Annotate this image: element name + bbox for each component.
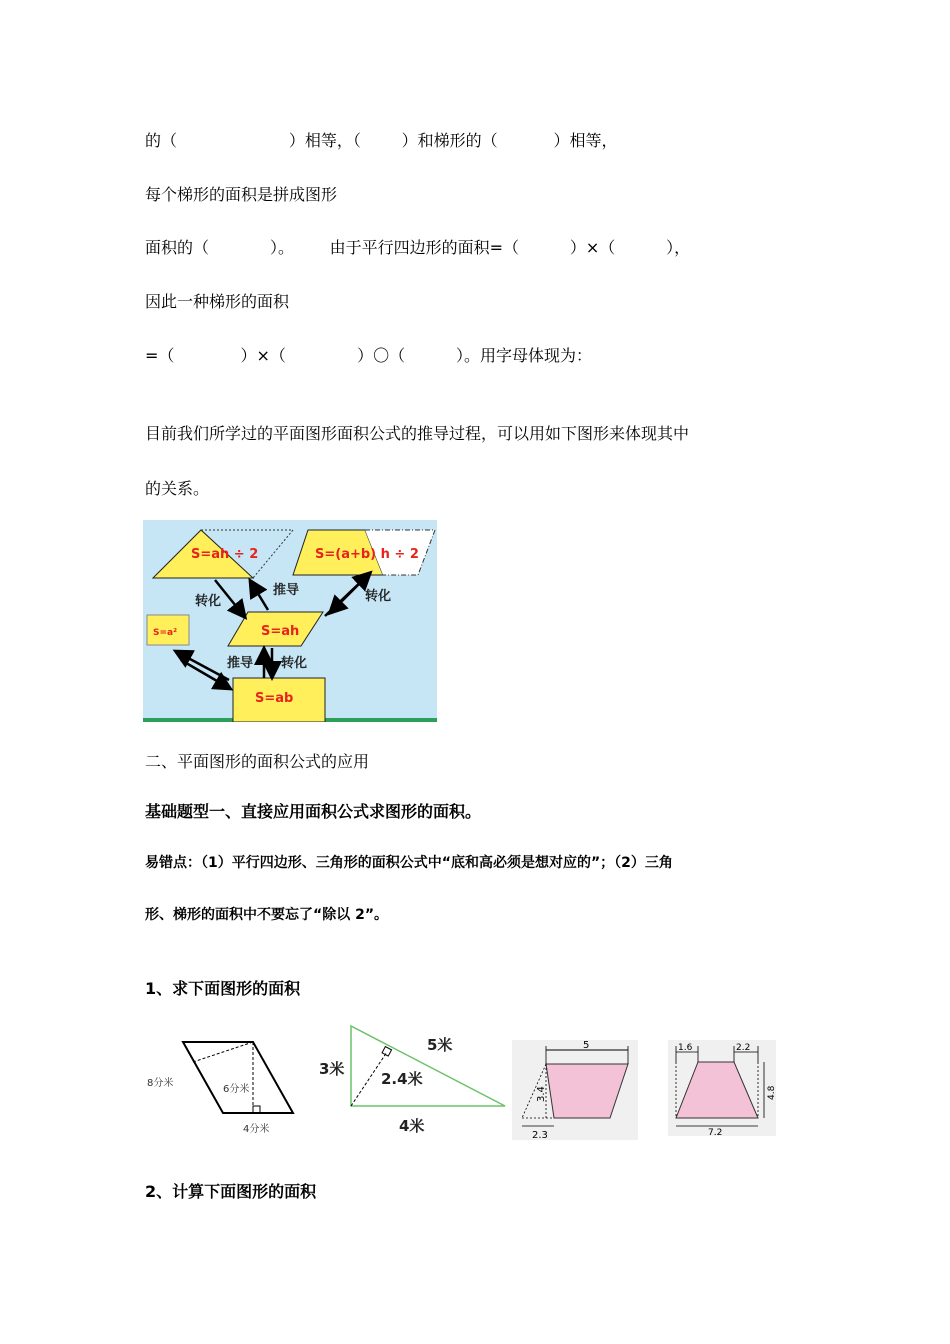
f3-height-label: 3.4 <box>536 1086 547 1102</box>
figure-right-triangle <box>315 1022 510 1140</box>
figure-parallelogram <box>145 1030 305 1140</box>
text-line-5: =（ ）×（ ）〇（ ）。用字母体现为： <box>145 346 592 365</box>
basic-type-heading: 基础题型一、直接应用面积公式求图形的面积。 <box>145 802 482 821</box>
square-formula: S=a² <box>153 628 178 638</box>
f3-bottom-label: 2.3 <box>532 1130 548 1140</box>
figure-trapezoid-a <box>512 1040 638 1140</box>
f2-base-label: 4米 <box>399 1117 425 1135</box>
label-zhuanhua-bottom: 转化 <box>281 656 308 671</box>
text-line-6: 目前我们所学过的平面图形面积公式的推导过程，可以用如下图形来体现其中 <box>145 424 690 443</box>
f3-top-label: 5 <box>583 1040 590 1051</box>
f1-height-label: 6分米 <box>223 1084 250 1095</box>
f4-right-label: 2.2 <box>736 1043 751 1053</box>
trapezoid-formula: S=(a+b) h ÷ 2 <box>315 547 419 562</box>
parallelogram-formula: S=ah <box>261 624 300 639</box>
f2-height-label: 2.4米 <box>381 1070 423 1088</box>
f2-hyp-label: 5米 <box>427 1036 453 1054</box>
label-tuidao-top: 推导 <box>273 583 300 598</box>
text-line-4: 因此一种梯形的面积 <box>145 292 290 311</box>
question-1: 1、求下面图形的面积 <box>145 979 301 998</box>
f1-base-label: 4分米 <box>243 1124 270 1135</box>
derivation-diagram <box>143 520 437 722</box>
tip-line-1: 易错点：（1）平行四边形、三角形的面积公式中“底和高必须是想对应的”；（2）三角 <box>145 855 673 871</box>
f1-side-label: 8分米 <box>147 1078 174 1089</box>
triangle-formula: S=ah ÷ 2 <box>191 547 259 562</box>
label-zhuanhua-left: 转化 <box>195 594 222 609</box>
text-line-2: 每个梯形的面积是拼成图形 <box>145 185 338 204</box>
label-zhuanhua-right: 转化 <box>365 589 392 604</box>
label-tuidao-bottom: 推导 <box>227 656 254 671</box>
question-2: 2、计算下面图形的面积 <box>145 1182 317 1201</box>
figure-trapezoid-b <box>668 1040 776 1136</box>
section-heading-2: 二、平面图形的面积公式的应用 <box>145 752 370 771</box>
text-line-3: 面积的（ ）。 由于平行四边形的面积=（ ）×（ ）， <box>145 238 691 257</box>
f2-leg-label: 3米 <box>319 1060 345 1078</box>
text-line-1: 的（ ）相等，（ ）和梯形的（ ）相等， <box>145 131 618 150</box>
tip-line-2: 形、梯形的面积中不要忘了“除以 2”。 <box>145 907 389 923</box>
rectangle-formula: S=ab <box>255 691 294 706</box>
f4-bottom-label: 7.2 <box>708 1128 723 1136</box>
f4-height-label: 4.8 <box>767 1085 776 1100</box>
text-line-7: 的关系。 <box>145 479 210 498</box>
f4-left-label: 1.6 <box>678 1043 693 1053</box>
